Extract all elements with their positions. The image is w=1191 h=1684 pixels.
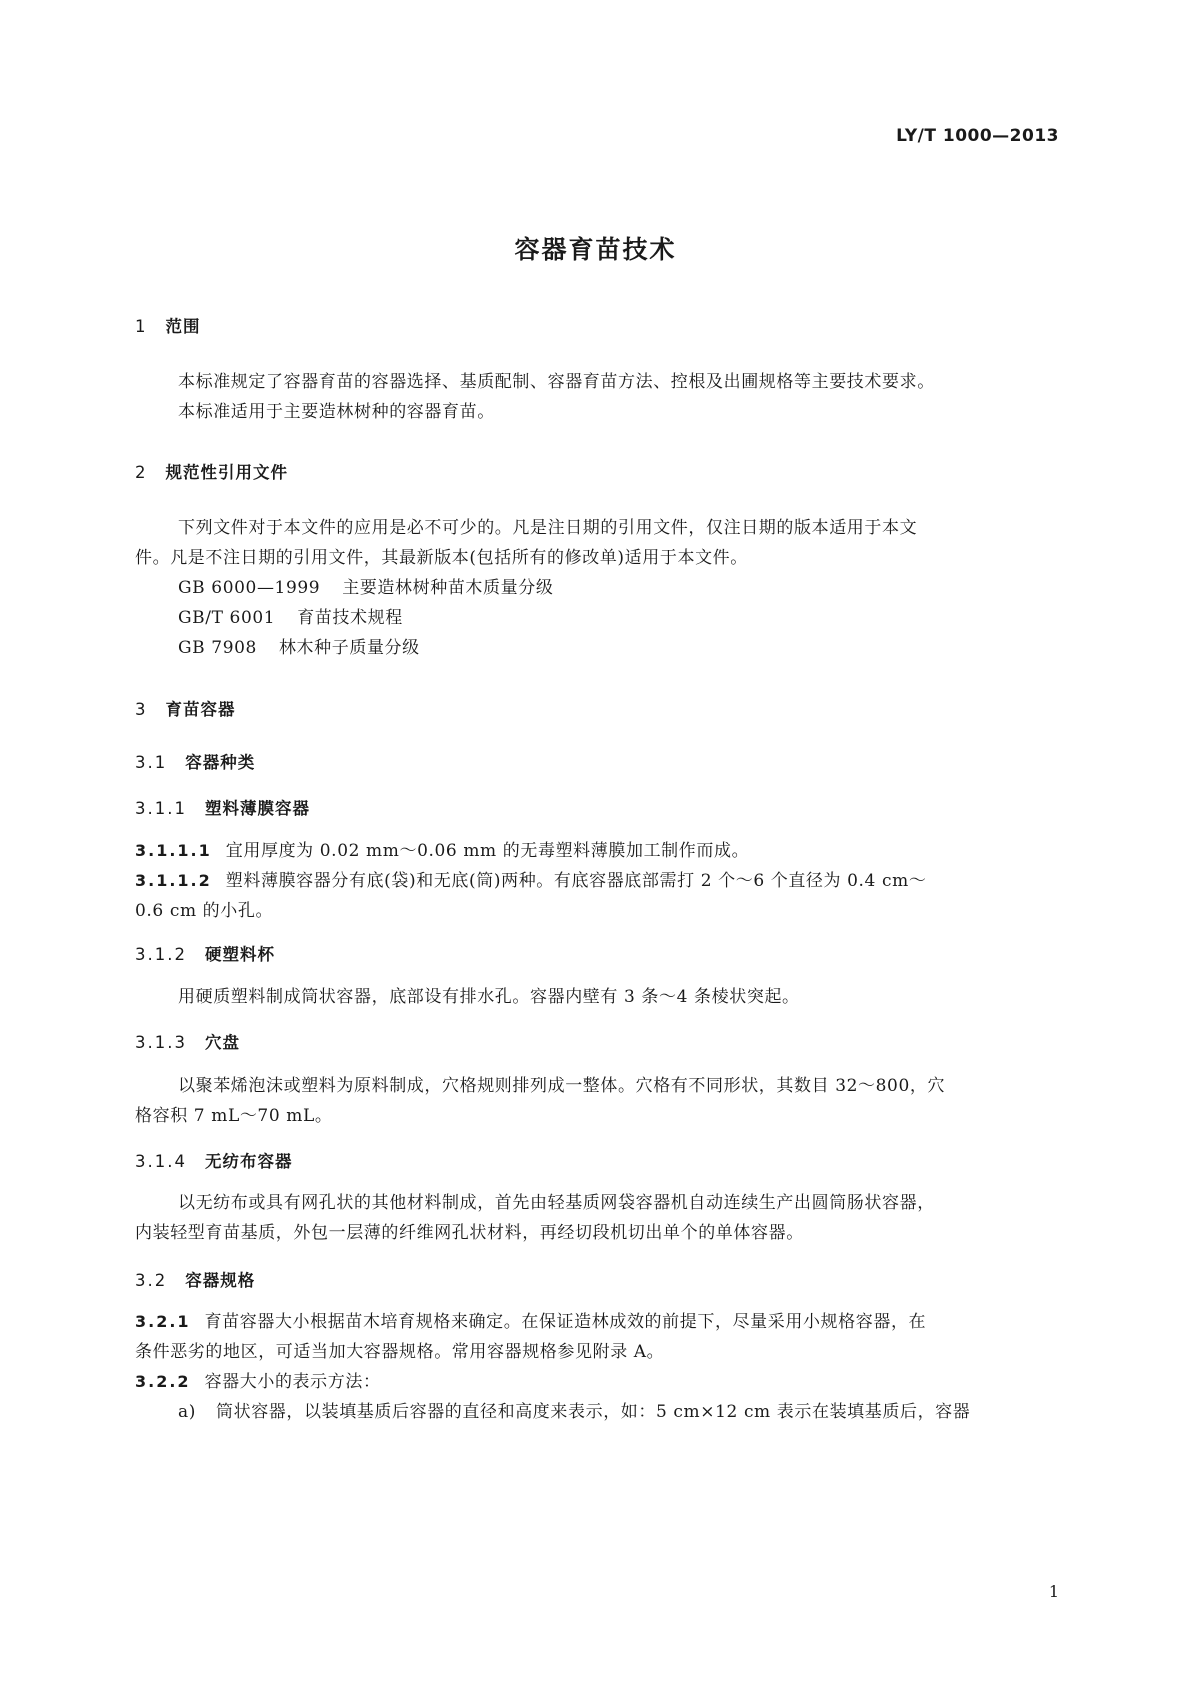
section-number: 3.1.3 [135,1033,187,1052]
section-number: 3.1.1 [135,799,187,818]
section-1-heading [135,313,201,337]
clause-3-1-1-1 [135,836,1062,866]
clause-3-2-1 [135,1307,1062,1337]
clause-3-1-1-2-continued: 0.6 cm 的小孔。 [135,901,274,921]
clause-number: 3.2.1 [135,1312,191,1331]
section-3-2-heading [135,1267,255,1291]
section-3-1-4-heading [135,1148,292,1172]
section-number: 3.2 [135,1271,168,1290]
section-3-1-2-heading [135,941,275,965]
section-title: 穴盘 [204,1033,240,1052]
section-number: 3.1.4 [135,1152,187,1171]
clause-text: 容器大小的表示方法： [204,1372,381,1392]
clause-number: 3.1.1.1 [135,841,212,860]
reference-item [178,573,1062,603]
list-item-a [178,1397,1062,1427]
section-title: 塑料薄膜容器 [204,799,310,818]
reference-code: GB/T 6001 [178,608,276,628]
clause-number: 3.1.1.2 [135,871,212,890]
clause-text: 塑料薄膜容器分有底(袋)和无底(筒)两种。有底容器底部需打 2 个～6 个直径为 0.4 cm～ [225,871,927,891]
clause-text: 育苗容器大小根据苗木培育规格来确定。在保证造林成效的前提下，尽量采用小规格容器，在 [204,1312,927,1332]
section-number: 1 [135,317,148,336]
reference-name: 林木种子质量分级 [278,638,420,658]
reference-name: 育苗技术规程 [297,608,403,628]
section-title: 育苗容器 [165,700,236,719]
clause-3-1-1-2 [135,866,1062,896]
section-title: 容器种类 [185,753,256,772]
reference-item [178,603,1062,633]
section-3-1-3-paragraph-line-1: 以聚苯烯泡沫或塑料为原料制成，穴格规则排列成一整体。穴格有不同形状，其数目 32～800，穴 [178,1076,946,1096]
document-code: LY/T 1000—2013 [896,126,1059,146]
clause-3-2-1-continued: 条件恶劣的地区，可适当加大容器规格。常用容器规格参见附录 A。 [135,1342,665,1362]
section-1-paragraph-2: 本标准适用于主要造林树种的容器育苗。 [178,402,495,422]
section-title: 容器规格 [185,1271,256,1290]
section-2-paragraph-line-1: 下列文件对于本文件的应用是必不可少的。凡是注日期的引用文件，仅注日期的版本适用于本文 [178,518,918,538]
list-item-text: 筒状容器，以装填基质后容器的直径和高度来表示，如：5 cm×12 cm 表示在装填基质后，容器 [216,1402,971,1422]
section-3-1-heading [135,749,255,773]
section-3-1-4-paragraph-line-2: 内装轻型育苗基质，外包一层薄的纤维网孔状材料，再经切段机切出单个的单体容器。 [135,1223,804,1243]
section-3-heading [135,696,236,720]
section-1-paragraph-1: 本标准规定了容器育苗的容器选择、基质配制、容器育苗方法、控根及出圃规格等主要技术要求。 [178,372,935,392]
section-number: 3 [135,700,148,719]
list-marker: a) [178,1402,196,1422]
section-title: 规范性引用文件 [165,463,288,482]
section-number: 3.1.2 [135,945,187,964]
section-title: 范围 [165,317,201,336]
reference-code: GB 6000—1999 [178,578,321,598]
section-2-heading [135,459,288,483]
clause-text: 宜用厚度为 0.02 mm～0.06 mm 的无毒塑料薄膜加工制作而成。 [225,841,750,861]
reference-name: 主要造林树种苗木质量分级 [342,578,554,598]
section-number: 2 [135,463,148,482]
section-number: 3.1 [135,753,168,772]
clause-3-2-2 [135,1367,1062,1397]
section-3-1-3-paragraph-line-2: 格容积 7 mL～70 mL。 [135,1106,333,1126]
clause-number: 3.2.2 [135,1372,191,1391]
section-title: 硬塑料杯 [204,945,275,964]
section-3-1-3-heading [135,1029,240,1053]
section-3-1-4-paragraph-line-1: 以无纺布或具有网孔状的其他材料制成，首先由轻基质网袋容器机自动连续生产出圆筒肠状容器， [178,1193,935,1213]
reference-code: GB 7908 [178,638,257,658]
page-number: 1 [1048,1582,1059,1601]
reference-item [178,633,1062,663]
section-title: 无纺布容器 [204,1152,293,1171]
page-title: 容器育苗技术 [514,235,677,264]
section-3-1-1-heading [135,795,310,819]
section-3-1-2-paragraph: 用硬质塑料制成筒状容器，底部设有排水孔。容器内壁有 3 条～4 条棱状突起。 [178,987,800,1007]
section-2-paragraph-line-2: 件。凡是不注日期的引用文件，其最新版本(包括所有的修改单)适用于本文件。 [135,548,748,568]
